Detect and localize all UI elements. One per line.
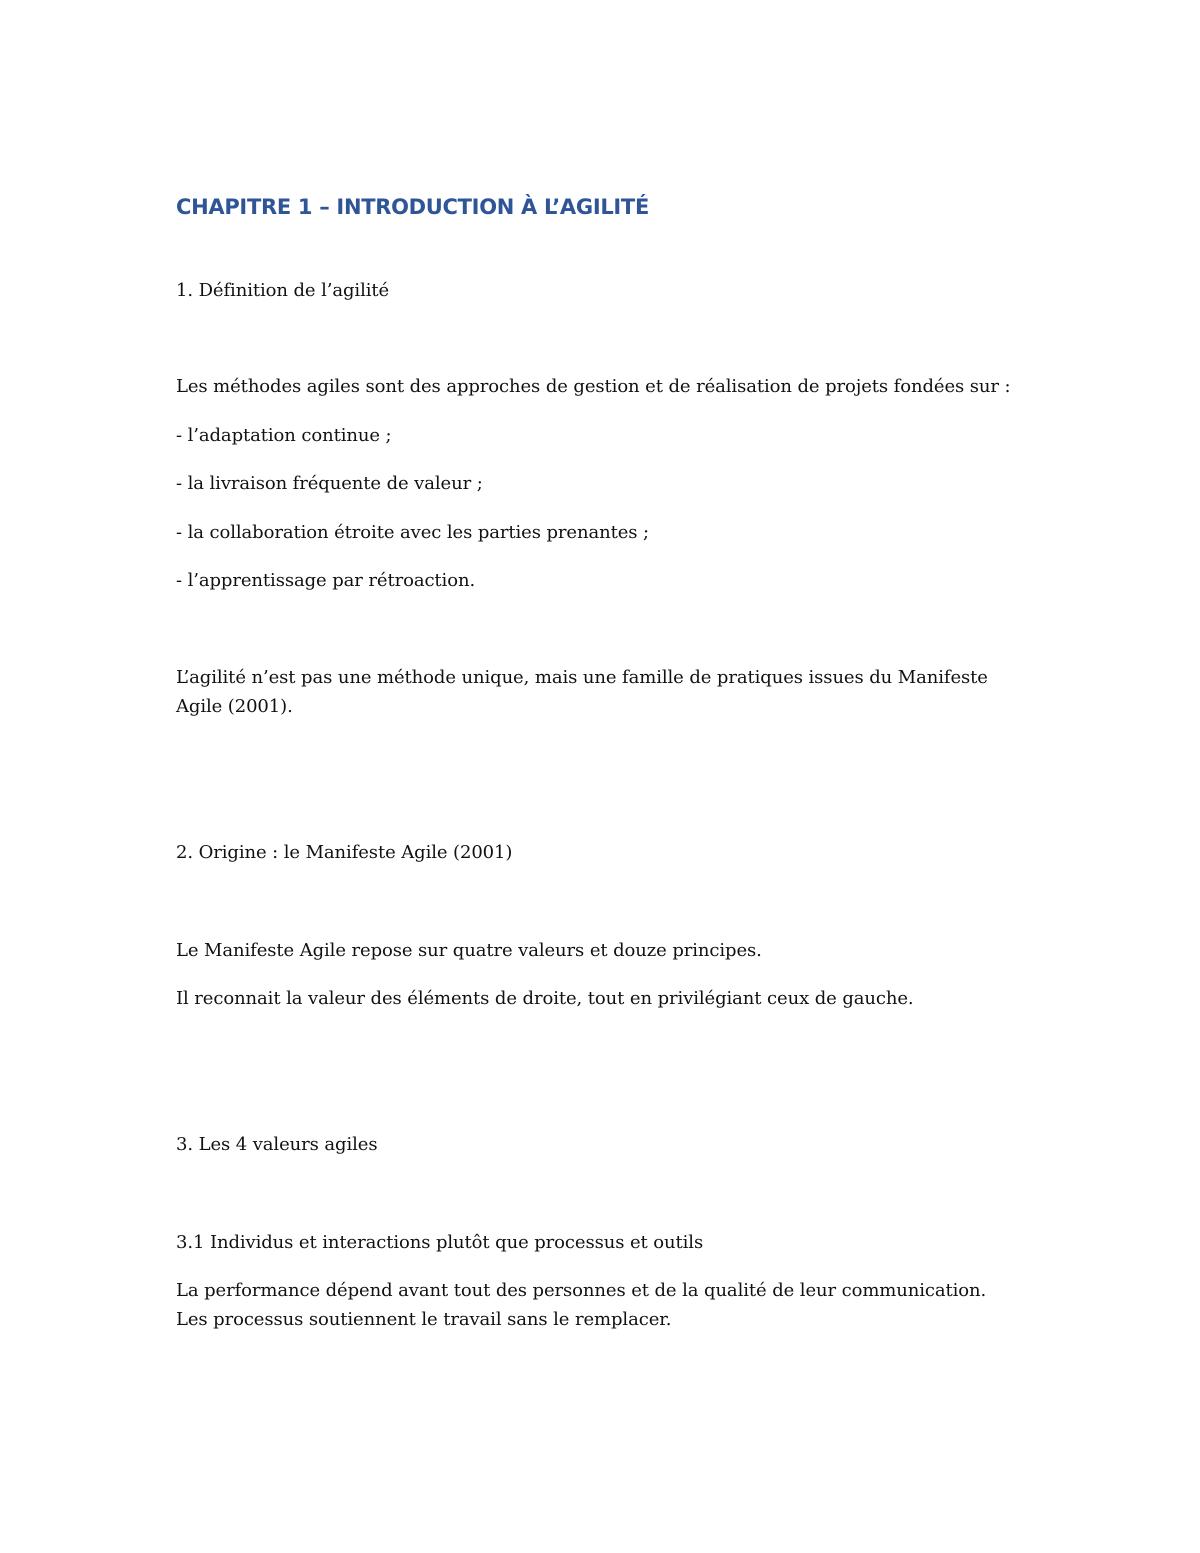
section-1-intro: Les méthodes agiles sont des approches de gestion et de réalisation de projets fondées sur : xyxy=(176,376,1011,397)
chapter-title: CHAPITRE 1 – INTRODUCTION À L’AGILITÉ xyxy=(176,195,649,219)
list-item: - la collaboration étroite avec les parties prenantes ; xyxy=(176,522,649,543)
list-item: - la livraison fréquente de valeur ; xyxy=(176,473,483,494)
section-1-conclusion-line-1: L’agilité n’est pas une méthode unique, mais une famille de pratiques issues du Manifeste xyxy=(176,667,988,688)
section-1-heading: 1. Définition de l’agilité xyxy=(176,280,390,301)
section-1-conclusion-line-2: Agile (2001). xyxy=(176,696,293,717)
section-3-heading: 3. Les 4 valeurs agiles xyxy=(176,1134,378,1155)
list-item: - l’apprentissage par rétroaction. xyxy=(176,570,476,591)
list-item: - l’adaptation continue ; xyxy=(176,425,392,446)
section-3-1-heading: 3.1 Individus et interactions plutôt que processus et outils xyxy=(176,1232,704,1253)
section-2-paragraph-2: Il reconnait la valeur des éléments de droite, tout en privilégiant ceux de gauche. xyxy=(176,988,914,1009)
section-3-1-body-line-2: Les processus soutiennent le travail sans le remplacer. xyxy=(176,1309,672,1330)
section-3-1-body-line-1: La performance dépend avant tout des personnes et de la qualité de leur communication. xyxy=(176,1280,987,1301)
section-2-paragraph-1: Le Manifeste Agile repose sur quatre valeurs et douze principes. xyxy=(176,940,762,961)
section-2-heading: 2. Origine : le Manifeste Agile (2001) xyxy=(176,842,513,863)
